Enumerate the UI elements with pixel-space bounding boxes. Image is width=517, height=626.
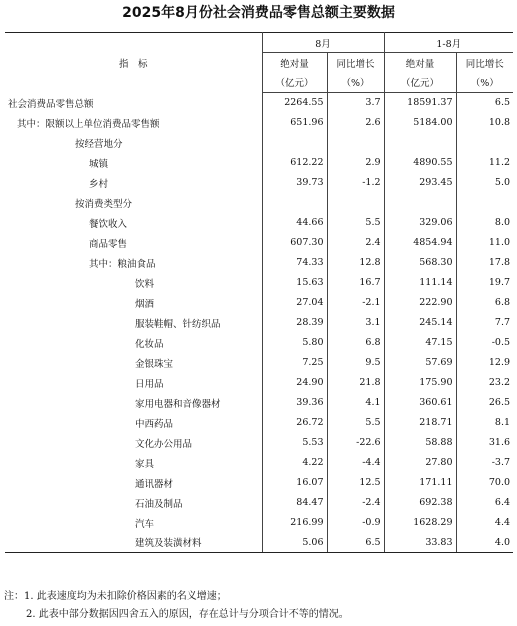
ytd-yoy-cell: 31.6 — [456, 433, 513, 453]
ytd-abs-cell: 1628.29 — [384, 513, 456, 533]
table-body — [5, 93, 513, 553]
ytd-abs-header: 绝对量 — [384, 53, 456, 73]
ytd-abs-cell: 329.06 — [384, 213, 456, 233]
month-yoy-cell — [327, 133, 384, 153]
table-row — [5, 453, 513, 473]
indicator-header: 指 标 — [5, 33, 262, 93]
month-abs-cell: 651.96 — [262, 113, 327, 133]
month-yoy-cell: 2.9 — [327, 153, 384, 173]
month-abs-cell: 84.47 — [262, 493, 327, 513]
month-yoy-cell: 5.5 — [327, 213, 384, 233]
row-label: 通讯器材 — [5, 473, 262, 493]
table-row — [5, 113, 513, 133]
month-abs-cell: 44.66 — [262, 213, 327, 233]
row-label: 餐饮收入 — [5, 213, 262, 233]
table-row — [5, 293, 513, 313]
month-abs-cell: 5.06 — [262, 533, 327, 553]
month-abs-cell: 24.90 — [262, 373, 327, 393]
table-row — [5, 173, 513, 193]
ytd-yoy-cell: 12.9 — [456, 353, 513, 373]
month-abs-cell — [262, 193, 327, 213]
month-abs-cell: 39.73 — [262, 173, 327, 193]
table-row — [5, 313, 513, 333]
row-label: 汽车 — [5, 513, 262, 533]
ytd-abs-cell: 293.45 — [384, 173, 456, 193]
ytd-yoy-cell: 6.8 — [456, 293, 513, 313]
month-abs-cell: 216.99 — [262, 513, 327, 533]
row-label: 按经营地分 — [5, 133, 262, 153]
table-row — [5, 373, 513, 393]
month-yoy-cell: 9.5 — [327, 353, 384, 373]
ytd-abs-cell: 5184.00 — [384, 113, 456, 133]
ytd-yoy-cell: -0.5 — [456, 333, 513, 353]
ytd-abs-cell: 111.14 — [384, 273, 456, 293]
ytd-abs-cell: 47.15 — [384, 333, 456, 353]
ytd-yoy-cell: 11.2 — [456, 153, 513, 173]
month-abs-cell: 612.22 — [262, 153, 327, 173]
month-yoy-cell — [327, 193, 384, 213]
month-abs-cell: 5.80 — [262, 333, 327, 353]
month-yoy-cell: 2.6 — [327, 113, 384, 133]
table-row — [5, 533, 513, 553]
table-row — [5, 393, 513, 413]
ytd-abs-cell: 222.90 — [384, 293, 456, 313]
month-yoy-cell: -2.1 — [327, 293, 384, 313]
table-row — [5, 433, 513, 453]
month-abs-cell: 16.07 — [262, 473, 327, 493]
retail-sales-table — [5, 32, 513, 553]
row-label: 其中：限额以上单位消费品零售额 — [5, 113, 262, 133]
month-yoy-cell: 6.5 — [327, 533, 384, 553]
row-label: 家用电器和音像器材 — [5, 393, 262, 413]
ytd-abs-cell: 4854.94 — [384, 233, 456, 253]
month-yoy-cell: 6.8 — [327, 333, 384, 353]
table-row — [5, 513, 513, 533]
table-row — [5, 473, 513, 493]
month-abs-cell: 39.36 — [262, 393, 327, 413]
ytd-yoy-cell: 8.0 — [456, 213, 513, 233]
month-yoy-cell: 12.5 — [327, 473, 384, 493]
ytd-yoy-cell: 26.5 — [456, 393, 513, 413]
table-row — [5, 93, 513, 113]
ytd-group-header: 1-8月 — [384, 33, 513, 53]
ytd-yoy-unit: （%） — [456, 73, 513, 93]
footnotes — [4, 588, 514, 624]
month-abs-cell: 74.33 — [262, 253, 327, 273]
row-label: 石油及制品 — [5, 493, 262, 513]
month-abs-unit: （亿元） — [262, 73, 327, 93]
month-yoy-cell: -1.2 — [327, 173, 384, 193]
ytd-abs-cell: 57.69 — [384, 353, 456, 373]
table-row — [5, 233, 513, 253]
row-label: 社会消费品零售总额 — [5, 93, 262, 113]
row-label: 商品零售 — [5, 233, 262, 253]
month-abs-header: 绝对量 — [262, 53, 327, 73]
ytd-yoy-cell: 6.5 — [456, 93, 513, 113]
ytd-abs-cell: 27.80 — [384, 453, 456, 473]
month-yoy-cell: -2.4 — [327, 493, 384, 513]
month-abs-cell: 5.53 — [262, 433, 327, 453]
table-row — [5, 153, 513, 173]
ytd-yoy-cell: 17.8 — [456, 253, 513, 273]
row-label: 日用品 — [5, 373, 262, 393]
ytd-abs-cell: 692.38 — [384, 493, 456, 513]
month-abs-cell: 7.25 — [262, 353, 327, 373]
month-yoy-cell: 5.5 — [327, 413, 384, 433]
month-abs-cell — [262, 133, 327, 153]
ytd-yoy-header: 同比增长 — [456, 53, 513, 73]
page-title: 2025年8月份社会消费品零售总额主要数据 — [122, 5, 395, 21]
ytd-abs-cell — [384, 193, 456, 213]
table-row — [5, 413, 513, 433]
ytd-yoy-cell: 6.4 — [456, 493, 513, 513]
ytd-yoy-cell: 19.7 — [456, 273, 513, 293]
ytd-abs-unit: （亿元） — [384, 73, 456, 93]
table-row — [5, 353, 513, 373]
row-label: 化妆品 — [5, 333, 262, 353]
table-row — [5, 253, 513, 273]
ytd-yoy-cell: 10.8 — [456, 113, 513, 133]
month-yoy-unit: （%） — [327, 73, 384, 93]
ytd-abs-cell: 245.14 — [384, 313, 456, 333]
ytd-abs-cell: 218.71 — [384, 413, 456, 433]
ytd-yoy-cell: 4.0 — [456, 533, 513, 553]
ytd-abs-cell: 175.90 — [384, 373, 456, 393]
ytd-yoy-cell: -3.7 — [456, 453, 513, 473]
month-yoy-cell: 21.8 — [327, 373, 384, 393]
table-row — [5, 493, 513, 513]
ytd-yoy-cell — [456, 193, 513, 213]
ytd-abs-cell: 18591.37 — [384, 93, 456, 113]
ytd-abs-cell — [384, 133, 456, 153]
ytd-abs-cell: 33.83 — [384, 533, 456, 553]
table-row — [5, 133, 513, 153]
ytd-yoy-cell: 7.7 — [456, 313, 513, 333]
month-yoy-cell: 4.1 — [327, 393, 384, 413]
table-row — [5, 213, 513, 233]
row-label: 建筑及装潢材料 — [5, 533, 262, 553]
row-label: 中西药品 — [5, 413, 262, 433]
month-yoy-cell: 3.7 — [327, 93, 384, 113]
row-label: 按消费类型分 — [5, 193, 262, 213]
month-abs-cell: 15.63 — [262, 273, 327, 293]
month-abs-cell: 4.22 — [262, 453, 327, 473]
month-abs-cell: 26.72 — [262, 413, 327, 433]
ytd-yoy-cell: 11.0 — [456, 233, 513, 253]
month-abs-cell: 607.30 — [262, 233, 327, 253]
table-row — [5, 333, 513, 353]
table-row — [5, 273, 513, 293]
ytd-yoy-cell: 4.4 — [456, 513, 513, 533]
header-row-1 — [5, 33, 513, 53]
row-label: 金银珠宝 — [5, 353, 262, 373]
month-yoy-cell: -4.4 — [327, 453, 384, 473]
row-label: 乡村 — [5, 173, 262, 193]
ytd-yoy-cell: 23.2 — [456, 373, 513, 393]
row-label: 家具 — [5, 453, 262, 473]
row-label: 烟酒 — [5, 293, 262, 313]
month-yoy-cell: -0.9 — [327, 513, 384, 533]
month-yoy-cell: 12.8 — [327, 253, 384, 273]
footnote-1: 注：1. 此表速度均为未扣除价格因素的名义增速； — [4, 591, 227, 602]
ytd-yoy-cell: 70.0 — [456, 473, 513, 493]
month-yoy-header: 同比增长 — [327, 53, 384, 73]
ytd-abs-cell: 58.88 — [384, 433, 456, 453]
month-yoy-cell: 2.4 — [327, 233, 384, 253]
ytd-yoy-cell: 5.0 — [456, 173, 513, 193]
footnote-2: 2. 此表中部分数据因四舍五入的原因，存在总计与分项合计不等的情况。 — [26, 609, 349, 620]
month-abs-cell: 2264.55 — [262, 93, 327, 113]
row-label: 文化办公用品 — [5, 433, 262, 453]
month-yoy-cell: -22.6 — [327, 433, 384, 453]
row-label: 饮料 — [5, 273, 262, 293]
ytd-yoy-cell: 8.1 — [456, 413, 513, 433]
ytd-abs-cell: 360.61 — [384, 393, 456, 413]
row-label: 服装鞋帽、针纺织品 — [5, 313, 262, 333]
month-group-header: 8月 — [262, 33, 384, 53]
month-abs-cell: 27.04 — [262, 293, 327, 313]
ytd-yoy-cell — [456, 133, 513, 153]
row-label: 其中：粮油食品 — [5, 253, 262, 273]
ytd-abs-cell: 171.11 — [384, 473, 456, 493]
ytd-abs-cell: 568.30 — [384, 253, 456, 273]
month-yoy-cell: 3.1 — [327, 313, 384, 333]
table-row — [5, 193, 513, 213]
ytd-abs-cell: 4890.55 — [384, 153, 456, 173]
month-abs-cell: 28.39 — [262, 313, 327, 333]
row-label: 城镇 — [5, 153, 262, 173]
month-yoy-cell: 16.7 — [327, 273, 384, 293]
